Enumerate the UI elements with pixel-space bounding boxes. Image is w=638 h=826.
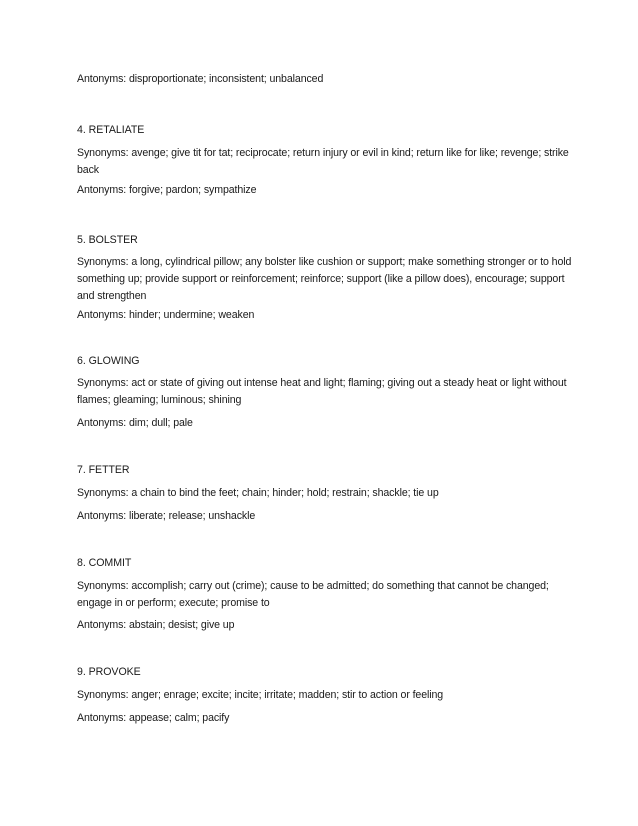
- entry-term: 5. BOLSTER: [77, 234, 138, 246]
- entry-term: 8. COMMIT: [77, 557, 132, 569]
- synonyms-line: Synonyms: avenge; give tit for tat; reciprocate; return injury or evil in kind; return like for like; revenge; strike back: [77, 147, 569, 176]
- synonyms-line: Synonyms: accomplish; carry out (crime); cause to be admitted; do something that cannot be changed; engage in or perform; execute; promise to: [77, 580, 549, 609]
- entry-term: 4. RETALIATE: [77, 124, 145, 136]
- antonyms-line: Antonyms: liberate; release; unshackle: [77, 510, 256, 522]
- antonyms-line: Antonyms: appease; calm; pacify: [77, 712, 230, 724]
- antonyms-line: Antonyms: dim; dull; pale: [77, 417, 193, 429]
- entry-term: 6. GLOWING: [77, 355, 140, 367]
- entry-term: 7. FETTER: [77, 464, 130, 476]
- synonyms-line: Synonyms: a long, cylindrical pillow; any bolster like cushion or support; make something stronger or to hold something up; provide support or reinforcement; reinforce; support (like a pillow does), encourage; support and strengthen: [77, 256, 572, 302]
- antonyms-line: Antonyms: abstain; desist; give up: [77, 619, 235, 631]
- antonyms-line: Antonyms: forgive; pardon; sympathize: [77, 184, 257, 196]
- entry-term: 9. PROVOKE: [77, 666, 141, 678]
- synonyms-line: Synonyms: anger; enrage; excite; incite; irritate; madden; stir to action or feeling: [77, 689, 444, 701]
- synonyms-line: Synonyms: a chain to bind the feet; chain; hinder; hold; restrain; shackle; tie up: [77, 487, 439, 499]
- antonyms-line: Antonyms: hinder; undermine; weaken: [77, 309, 255, 321]
- antonyms-line: Antonyms: disproportionate; inconsistent; unbalanced: [77, 73, 324, 85]
- synonyms-line: Synonyms: act or state of giving out intense heat and light; flaming; giving out a steady heat or light without flames; gleaming; luminous; shining: [77, 377, 567, 406]
